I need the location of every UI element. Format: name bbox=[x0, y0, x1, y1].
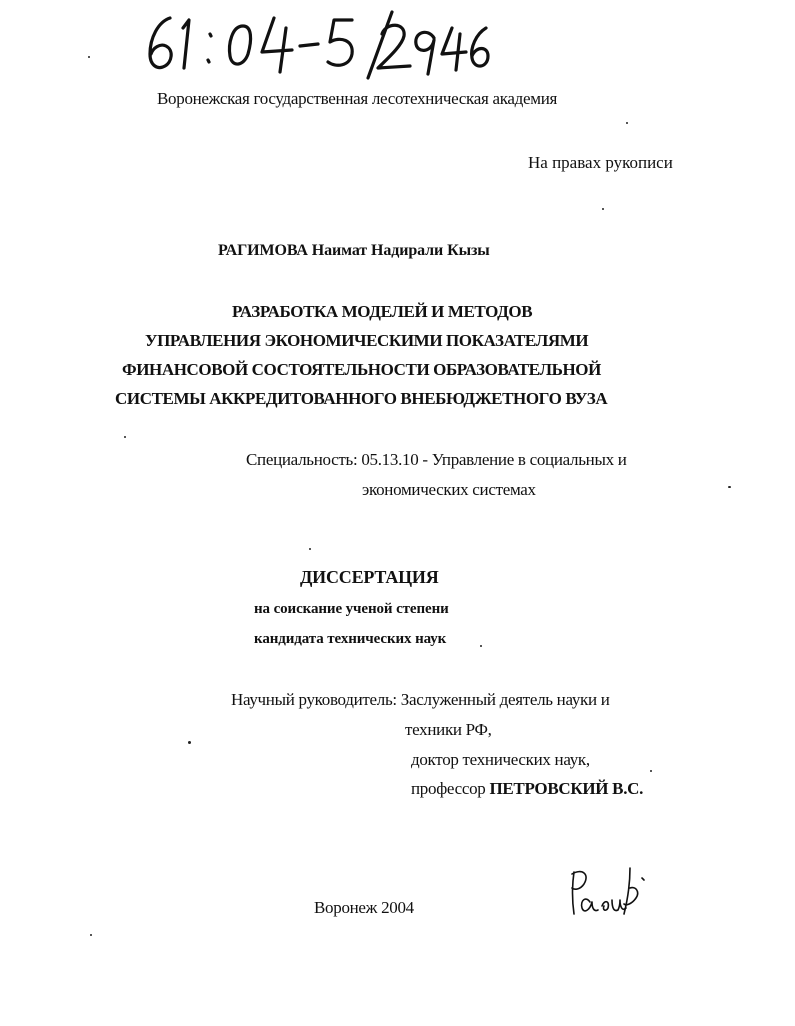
thesis-title-line: УПРАВЛЕНИЯ ЭКОНОМИЧЕСКИМИ ПОКАЗАТЕЛЯМИ bbox=[145, 331, 589, 350]
supervisor-line: техники РФ, bbox=[405, 720, 492, 739]
supervisor-line: Научный руководитель: Заслуженный деятель науки и bbox=[231, 690, 610, 709]
thesis-title-line: СИСТЕМЫ АККРЕДИТОВАННОГО ВНЕБЮДЖЕТНОГО ВУЗА bbox=[115, 389, 608, 408]
degree-line: на соискание ученой степени bbox=[254, 601, 449, 617]
supervisor-line: доктор технических наук, bbox=[411, 750, 590, 769]
scan-speck bbox=[309, 548, 311, 550]
author-name: РАГИМОВА Наимат Надирали Кызы bbox=[218, 242, 490, 259]
scan-speck bbox=[626, 122, 628, 124]
scan-speck bbox=[602, 208, 604, 210]
scan-speck bbox=[90, 934, 92, 936]
thesis-title-line: ФИНАНСОВОЙ СОСТОЯТЕЛЬНОСТИ ОБРАЗОВАТЕЛЬНОЙ bbox=[122, 360, 601, 379]
supervisor-line bbox=[411, 779, 643, 799]
scan-speck bbox=[728, 486, 731, 488]
document-type: ДИССЕРТАЦИЯ bbox=[300, 567, 439, 587]
manuscript-rights-note: На правах рукописи bbox=[528, 153, 673, 172]
city-year: Воронеж 2004 bbox=[314, 898, 414, 917]
handwritten-shelfmark bbox=[0, 4, 560, 82]
supervisor-title: профессор bbox=[411, 779, 486, 798]
thesis-title-line: РАЗРАБОТКА МОДЕЛЕЙ И МЕТОДОВ bbox=[232, 302, 533, 321]
handwritten-signature bbox=[560, 858, 650, 920]
scan-speck bbox=[88, 56, 90, 58]
specialty-line: Специальность: 05.13.10 - Управление в социальных и bbox=[246, 450, 627, 469]
scan-speck bbox=[650, 770, 652, 772]
scan-speck bbox=[124, 436, 126, 438]
scan-speck bbox=[480, 645, 482, 647]
institution-name: Воронежская государственная лесотехническая академия bbox=[157, 89, 558, 108]
specialty-line: экономических системах bbox=[362, 480, 536, 499]
supervisor-name: ПЕТРОВСКИЙ В.С. bbox=[489, 779, 644, 798]
scan-speck bbox=[188, 741, 191, 744]
degree-line: кандидата технических наук bbox=[254, 631, 447, 647]
